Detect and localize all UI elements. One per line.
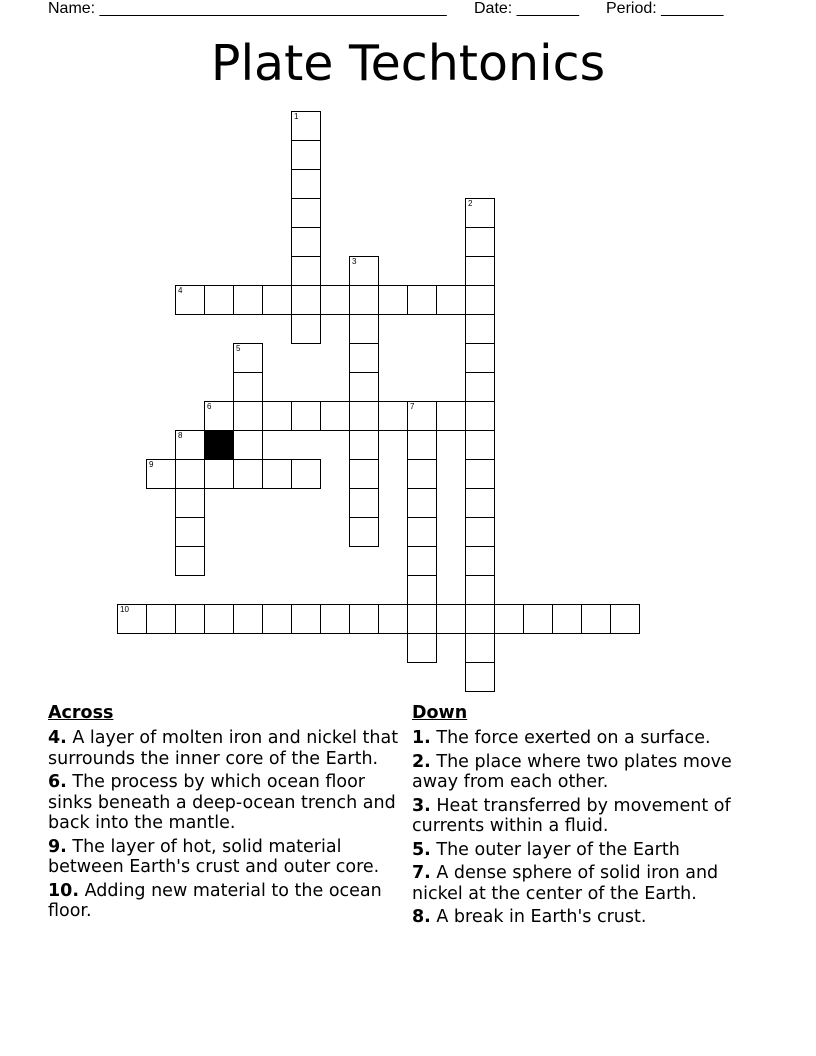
grid-cell[interactable]	[407, 430, 437, 460]
grid-cell[interactable]	[465, 662, 495, 692]
grid-cell[interactable]	[233, 401, 263, 431]
grid-cell[interactable]	[291, 111, 321, 141]
clue-text: The outer layer of the Earth	[430, 839, 680, 860]
grid-cell[interactable]	[465, 343, 495, 373]
clue-number-label: 2.	[412, 751, 431, 772]
down-clues	[412, 702, 762, 931]
grid-cell[interactable]	[320, 604, 350, 634]
grid-cell[interactable]	[523, 604, 553, 634]
grid-cell[interactable]	[146, 459, 176, 489]
grid-cell[interactable]	[204, 285, 234, 315]
grid-cell[interactable]	[291, 285, 321, 315]
grid-cell[interactable]	[291, 169, 321, 199]
clue-number-label: 4.	[48, 728, 67, 748]
puzzle-title: Plate Techtonics	[210, 35, 606, 92]
clue-number-label: 1.	[412, 728, 431, 748]
grid-cell[interactable]	[233, 285, 263, 315]
grid-cell[interactable]	[407, 546, 437, 576]
grid-cell[interactable]	[465, 546, 495, 576]
grid-cell[interactable]	[465, 488, 495, 518]
grid-cell[interactable]	[349, 343, 379, 373]
name-field[interactable]: Name: _______________________________________	[48, 0, 447, 17]
clue-number: 6	[207, 402, 212, 411]
grid-cell[interactable]	[349, 517, 379, 547]
grid-cell[interactable]	[465, 198, 495, 228]
grid-cell[interactable]	[233, 430, 263, 460]
grid-cell[interactable]	[465, 227, 495, 257]
across-heading: Across	[48, 703, 114, 723]
grid-cell[interactable]	[407, 488, 437, 518]
grid-cell[interactable]	[233, 459, 263, 489]
grid-cell[interactable]	[407, 517, 437, 547]
grid-cell[interactable]	[465, 285, 495, 315]
clue-number-label: 3.	[412, 795, 431, 816]
grid-cell[interactable]	[465, 401, 495, 431]
grid-cell[interactable]	[436, 401, 466, 431]
across-clue	[48, 772, 408, 834]
grid-cell[interactable]	[407, 401, 437, 431]
grid-cell[interactable]	[291, 140, 321, 170]
clue-number: 9	[149, 460, 154, 469]
clue-number-label: 10.	[48, 880, 80, 901]
down-heading: Down	[412, 703, 468, 723]
grid-cell[interactable]	[465, 633, 495, 663]
grid-cell[interactable]	[146, 604, 176, 634]
grid-cell[interactable]	[262, 401, 292, 431]
clue-number: 8	[178, 431, 183, 440]
clue-number-label: 6.	[48, 772, 67, 792]
grid-cell[interactable]	[581, 604, 611, 634]
grid-cell[interactable]	[407, 285, 437, 315]
grid-cell[interactable]	[233, 604, 263, 634]
grid-cell[interactable]	[291, 459, 321, 489]
grid-cell[interactable]	[320, 401, 350, 431]
grid-cell[interactable]	[465, 575, 495, 605]
grid-cell[interactable]	[175, 517, 205, 547]
grid-cell[interactable]	[349, 604, 379, 634]
clue-text: The layer of hot, solid material between Earth's crust and outer core.	[48, 836, 380, 877]
grid-cell[interactable]	[465, 430, 495, 460]
grid-cell[interactable]	[320, 285, 350, 315]
grid-cell[interactable]	[407, 633, 437, 663]
grid-cell[interactable]	[552, 604, 582, 634]
grid-cell[interactable]	[291, 198, 321, 228]
grid-cell[interactable]	[465, 604, 495, 634]
period-field[interactable]: Period: _______	[606, 0, 724, 17]
grid-cell[interactable]	[349, 285, 379, 315]
grid-cell[interactable]	[175, 488, 205, 518]
grid-cell[interactable]	[204, 401, 234, 431]
clue-text: A layer of molten iron and nickel that surrounds the inner core of the Earth.	[48, 728, 399, 769]
grid-cell[interactable]	[349, 401, 379, 431]
grid-cell[interactable]	[436, 604, 466, 634]
clue-number: 1	[294, 112, 299, 121]
grid-cell[interactable]	[262, 285, 292, 315]
across-clues	[48, 702, 408, 925]
clue-number-label: 5.	[412, 839, 431, 860]
grid-cell[interactable]	[465, 256, 495, 286]
clue-text: The place where two plates move away from each other.	[412, 751, 732, 792]
grid-cell[interactable]	[610, 604, 640, 634]
grid-cell[interactable]	[262, 459, 292, 489]
grid-cell[interactable]	[407, 575, 437, 605]
grid-cell[interactable]	[465, 517, 495, 547]
clue-text: Adding new material to the ocean floor.	[48, 880, 382, 921]
grid-cell[interactable]	[233, 343, 263, 373]
across-clue	[48, 728, 408, 769]
clue-number: 4	[178, 286, 183, 295]
grid-cell[interactable]	[291, 314, 321, 344]
grid-cell[interactable]	[204, 459, 234, 489]
grid-cell[interactable]	[175, 546, 205, 576]
clue-text: The process by which ocean floor sinks beneath a deep-ocean trench and back into the mantle.	[48, 772, 396, 833]
down-clue	[412, 796, 762, 837]
grid-cell[interactable]	[378, 604, 408, 634]
grid-cell[interactable]	[349, 256, 379, 286]
down-clue	[412, 728, 762, 749]
grid-cell[interactable]	[204, 604, 234, 634]
grid-cell[interactable]	[175, 285, 205, 315]
across-clue	[48, 881, 408, 922]
clue-number: 10	[120, 605, 129, 614]
grid-cell[interactable]	[291, 401, 321, 431]
grid-cell[interactable]	[465, 372, 495, 402]
grid-cell[interactable]	[175, 604, 205, 634]
grid-cell[interactable]	[378, 401, 408, 431]
grid-cell[interactable]	[494, 604, 524, 634]
grid-cell[interactable]	[291, 604, 321, 634]
black-cell	[204, 430, 234, 460]
grid-cell[interactable]	[175, 459, 205, 489]
clue-text: A break in Earth's crust.	[430, 907, 647, 927]
clue-text: The force exerted on a surface.	[430, 728, 711, 748]
grid-cell[interactable]	[291, 227, 321, 257]
clue-number-label: 8.	[412, 907, 431, 927]
grid-cell[interactable]	[349, 314, 379, 344]
grid-cell[interactable]	[407, 604, 437, 634]
grid-cell[interactable]	[465, 314, 495, 344]
grid-cell[interactable]	[349, 372, 379, 402]
down-clue	[412, 863, 762, 904]
grid-cell[interactable]	[262, 604, 292, 634]
grid-cell[interactable]	[117, 604, 147, 634]
grid-cell[interactable]	[175, 430, 205, 460]
grid-cell[interactable]	[465, 459, 495, 489]
down-clue	[412, 752, 762, 793]
clue-number-label: 7.	[412, 863, 431, 883]
grid-cell[interactable]	[407, 459, 437, 489]
clue-text: A dense sphere of solid iron and nickel at the center of the Earth.	[412, 863, 719, 904]
down-clue	[412, 907, 762, 928]
grid-cell[interactable]	[349, 459, 379, 489]
date-field[interactable]: Date: _______	[474, 0, 579, 17]
clue-number-label: 9.	[48, 836, 67, 857]
clue-number: 2	[468, 199, 473, 208]
clue-number: 7	[410, 402, 415, 411]
clue-text: Heat transferred by movement of currents within a fluid.	[412, 795, 731, 836]
grid-cell[interactable]	[436, 285, 466, 315]
clue-number: 3	[352, 257, 357, 266]
grid-cell[interactable]	[233, 372, 263, 402]
grid-cell[interactable]	[378, 285, 408, 315]
clue-number: 5	[236, 344, 241, 353]
grid-cell[interactable]	[291, 256, 321, 286]
down-clue	[412, 840, 762, 861]
across-clue	[48, 837, 408, 878]
grid-cell[interactable]	[349, 488, 379, 518]
grid-cell[interactable]	[349, 430, 379, 460]
